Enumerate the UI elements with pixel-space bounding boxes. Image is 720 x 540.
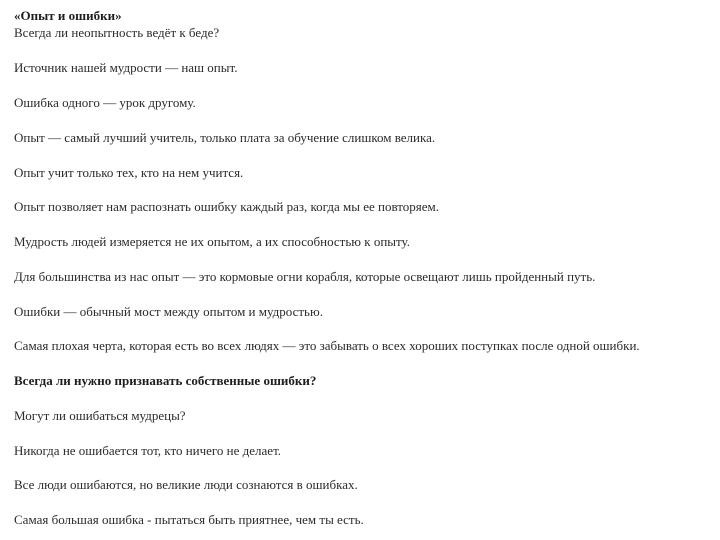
quote-6: Мудрость людей измеряется не их опытом, а их способностью к опыту. [14, 234, 410, 249]
quote-12: Самая большая ошибка - пытаться быть приятнее, чем ты есть. [14, 512, 364, 527]
quote-11: Все люди ошибаются, но великие люди сознаются в ошибках. [14, 477, 358, 492]
quote-4: Опыт учит только тех, кто на нем учится. [14, 165, 244, 180]
quote-8: Ошибки — обычный мост между опытом и мудростью. [14, 304, 323, 319]
quote-2: Ошибка одного — урок другому. [14, 95, 196, 110]
document-title: «Опыт и ошибки» [14, 8, 122, 23]
document-subtitle: Всегда ли неопытность ведёт к беде? [14, 25, 220, 40]
question-1: Всегда ли нужно признавать собственные ошибки? [14, 373, 317, 388]
document-body [14, 8, 714, 527]
quote-5: Опыт позволяет нам распознать ошибку каждый раз, когда мы ее повторяем. [14, 199, 440, 214]
quote-7: Для большинства из нас опыт — это кормовые огни корабля, которые освещают лишь пройденный путь. [14, 269, 596, 284]
quote-3: Опыт — самый лучший учитель, только плата за обучение слишком велика. [14, 130, 436, 145]
quote-1: Источник нашей мудрости — наш опыт. [14, 60, 238, 75]
quote-10: Никогда не ошибается тот, кто ничего не делает. [14, 443, 282, 458]
question-2: Могут ли ошибаться мудрецы? [14, 408, 186, 423]
quote-9: Самая плохая черта, которая есть во всех людях — это забывать о всех хороших поступках после одной ошибки. [14, 338, 640, 353]
